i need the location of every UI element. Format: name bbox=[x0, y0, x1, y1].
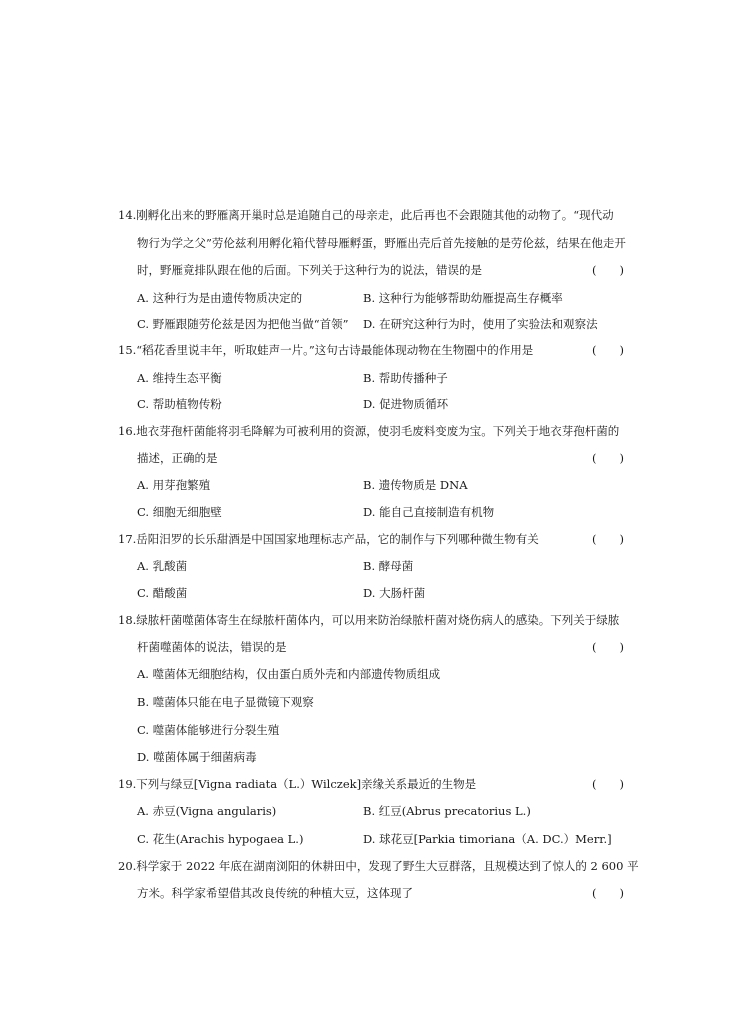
option-15-a: A. 维持生态平衡 bbox=[137, 371, 222, 385]
option-16-c: C. 细胞无细胞壁 bbox=[137, 505, 222, 519]
answer-parentheses-17: ( ) bbox=[592, 532, 624, 546]
option-14-c: C. 野雁跟随劳伦兹是因为把他当做“首领” bbox=[137, 317, 349, 331]
answer-parentheses-18: ( ) bbox=[592, 640, 624, 654]
option-16-d: D. 能自己直接制造有机物 bbox=[363, 505, 495, 519]
answer-parentheses-20: ( ) bbox=[592, 886, 624, 900]
question-17-line-1: 17.岳阳汨罗的长乐甜酒是中国国家地理标志产品，它的制作与下列哪种微生物有关 bbox=[118, 532, 539, 546]
question-15-line-1: 15.“稻花香里说丰年，听取蛙声一片。”这句古诗最能体现动物在生物圈中的作用是 bbox=[118, 343, 534, 357]
answer-parentheses-16: ( ) bbox=[592, 451, 624, 465]
option-18-d: D. 噬菌体属于细菌病毒 bbox=[137, 750, 257, 764]
question-19-line-1: 19.下列与绿豆[Vigna radiata（L.）Wilczek]亲缘关系最近的生物是 bbox=[118, 777, 477, 791]
option-18-b: B. 噬菌体只能在电子显微镜下观察 bbox=[137, 695, 314, 709]
option-14-d: D. 在研究这种行为时，使用了实验法和观察法 bbox=[363, 317, 598, 331]
option-19-b: B. 红豆(Abrus precatorius L.) bbox=[363, 804, 531, 818]
question-14-line-1: 14.刚孵化出来的野雁离开巢时总是追随自己的母亲走，此后再也不会跟随其他的动物了。“现代动 bbox=[118, 208, 614, 222]
option-16-a: A. 用芽孢繁殖 bbox=[137, 478, 211, 492]
option-15-d: D. 促进物质循环 bbox=[363, 397, 449, 411]
option-17-b: B. 酵母菌 bbox=[363, 559, 414, 573]
question-14-line-2: 物行为学之父”劳伦兹利用孵化箱代替母雁孵蛋，野雁出壳后首先接触的是劳伦兹，结果在他走开 bbox=[137, 236, 626, 250]
question-16-line-1: 16.地衣芽孢杆菌能将羽毛降解为可被利用的资源，使羽毛废料变废为宝。下列关于地衣芽孢杆菌的 bbox=[118, 424, 620, 438]
option-15-c: C. 帮助植物传粉 bbox=[137, 397, 222, 411]
option-19-a: A. 赤豆(Vigna angularis) bbox=[137, 804, 277, 818]
option-15-b: B. 帮助传播种子 bbox=[363, 371, 448, 385]
question-18-line-1: 18.绿脓杆菌噬菌体寄生在绿脓杆菌体内，可以用来防治绿脓杆菌对烧伤病人的感染。下列关于绿脓 bbox=[118, 613, 620, 627]
answer-parentheses-15: ( ) bbox=[592, 343, 624, 357]
option-16-b: B. 遗传物质是 DNA bbox=[363, 478, 468, 492]
option-19-d: D. 球花豆[Parkia timoriana（A. DC.）Merr.] bbox=[363, 832, 612, 846]
option-14-b: B. 这种行为能够帮助幼雁提高生存概率 bbox=[363, 291, 563, 305]
option-18-c: C. 噬菌体能够进行分裂生殖 bbox=[137, 723, 280, 737]
option-19-c: C. 花生(Arachis hypogaea L.) bbox=[137, 832, 304, 846]
question-20-line-1: 20.科学家于 2022 年底在湖南浏阳的休耕田中，发现了野生大豆群落，且规模达到了惊人的 2 600 平 bbox=[118, 859, 639, 873]
option-17-a: A. 乳酸菌 bbox=[137, 559, 188, 573]
answer-parentheses-14: ( ) bbox=[592, 263, 624, 277]
option-17-c: C. 醋酸菌 bbox=[137, 586, 188, 600]
option-14-a: A. 这种行为是由遗传物质决定的 bbox=[137, 291, 303, 305]
option-17-d: D. 大肠杆菌 bbox=[363, 586, 426, 600]
question-14-line-3: 时，野雁竟排队跟在他的后面。下列关于这种行为的说法，错误的是 bbox=[137, 263, 482, 277]
question-16-line-2: 描述，正确的是 bbox=[137, 451, 218, 465]
option-18-a: A. 噬菌体无细胞结构，仅由蛋白质外壳和内部遗传物质组成 bbox=[137, 667, 441, 681]
question-18-line-2: 杆菌噬菌体的说法，错误的是 bbox=[137, 640, 287, 654]
question-20-line-2: 方米。科学家希望借其改良传统的种植大豆，这体现了 bbox=[137, 886, 413, 900]
answer-parentheses-19: ( ) bbox=[592, 777, 624, 791]
